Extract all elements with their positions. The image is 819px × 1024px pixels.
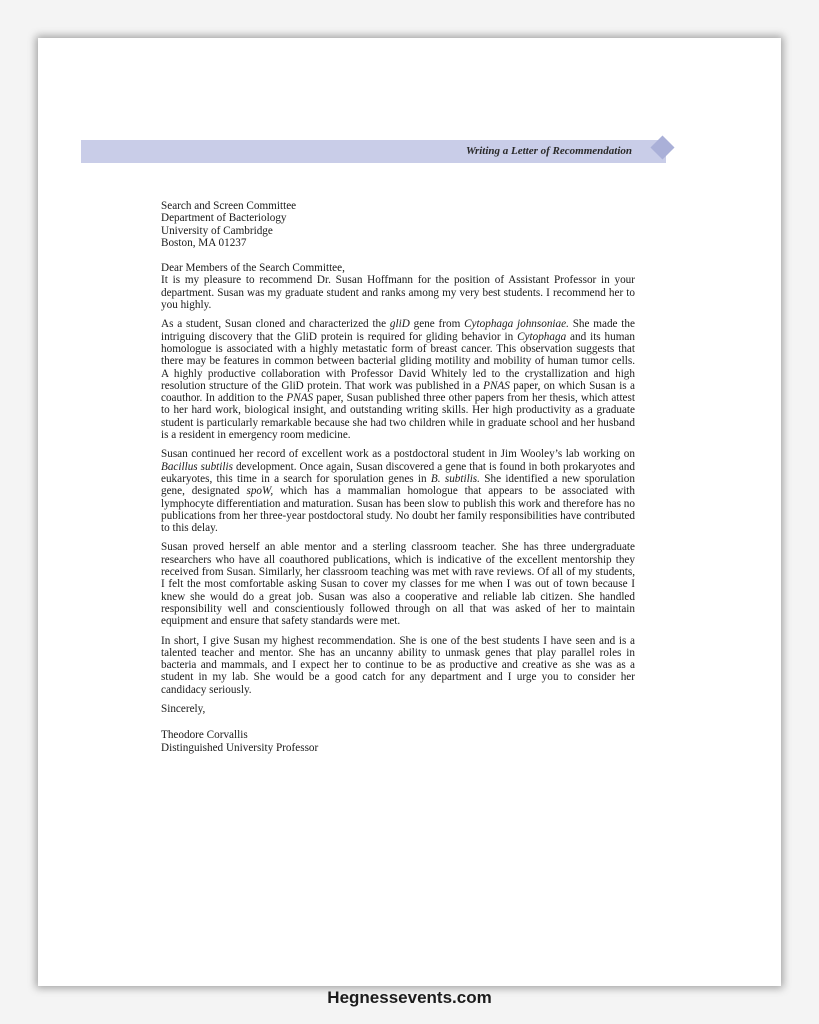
watermark: Hegnessevents.com [327, 988, 492, 1007]
species-name: Bacillus subtilis [161, 460, 233, 473]
paragraph-intro: It is my pleasure to recommend Dr. Susan Hoffmann for the position of Assistant Professor in your department. Susan was my graduate student and ranks among my very best students. I recommend her to you highly. [161, 274, 635, 312]
text-run: Susan continued her record of excellent work as a postdoctoral student in Jim Wooley’s lab working on [161, 448, 635, 461]
gene-name: spoW, [246, 485, 274, 498]
text-run: development. Once again, Susan discovered a gene that is found in both prokaryotes and eukaryotes, this time in a search for sporulation genes in [161, 460, 635, 485]
text-run: She identified a new sporulation gene, designated [161, 472, 635, 498]
address-line: Boston, MA 01237 [161, 236, 247, 249]
text-run: and its human homologue is associated with a highly metastatic form of breast cancer. This observation suggests that there may be features in common between bacterial gliding motility and mobility of human tumor cells. A highly productive collaboration with Professor David Whitely led to the crystallization and high resolution structure of the GliD protein. That work was published in a [161, 330, 635, 392]
text-run: paper, on which Susan is a coauthor. In addition to the [161, 379, 635, 405]
address-line: University of Cambridge [161, 224, 273, 237]
text-run: She made the intriguing discovery that the GliD protein is required for gliding behavior in [161, 318, 635, 343]
gene-name: gliD [389, 318, 410, 331]
signature-name: Theodore Corvallis [161, 729, 248, 742]
salutation: Dear Members of the Search Committee, [161, 262, 345, 275]
text-run: As a student, Susan cloned and characterized the [161, 318, 390, 331]
recipient-address [161, 200, 635, 249]
journal-name: PNAS [483, 379, 510, 392]
journal-name: PNAS [286, 392, 314, 405]
paragraph-mentoring: Susan proved herself an able mentor and a sterling classroom teacher. She has three undergraduate researchers who have all coauthored publications, which is indicative of the excellent mentorship they received from Susan. Similarly, her classroom teaching was met with rave reviews. Of all of my students, I felt the most comfortable asking Susan to cover my classes for me when I was out of town because I knew she would do a great job. Susan was also a cooperative and reliable lab citizen. She handled responsibility well and conscientiously followed through on all that was asked of her to maintain equipment and ensure that safety standards were met. [161, 541, 635, 628]
address-line: Search and Screen Committee [161, 200, 297, 212]
species-name: Cytophaga johnsoniae. [464, 318, 569, 331]
text-run: paper, Susan published three other papers from her thesis, which attest to her hard work, biological insight, and outstanding writing skills. Her high productivity as a graduate student is particularly remarkable because she had two children while in graduate school and her husband is a resident in emergency room medicine. [161, 392, 635, 442]
letter-body-clip [161, 200, 641, 788]
paragraph-graduate-work [161, 318, 635, 441]
closing: Sincerely, [161, 702, 206, 715]
letter-body [161, 200, 635, 754]
text-run: which has a mammalian homologue that appears to be associated with lymphocyte differentiation and maturation. Susan has been slow to publish this work and therefore has no publications from her three-year postdoctoral study. No doubt her family responsibilities have contributed to this delay. [161, 485, 635, 535]
address-line: Department of Bacteriology [161, 212, 287, 225]
paragraph-postdoc-work [161, 448, 635, 534]
paragraph-summary: In short, I give Susan my highest recommendation. She is one of the best students I have seen and is a talented teacher and mentor. She has an uncanny ability to unmask genes that play parallel roles in bacteria and mammals, and I expect her to continue to be as productive and creative as she was as a student in my lab. She would be a good catch for any department and I urge you to consider her candidacy seriously. [161, 634, 635, 696]
signature-title: Distinguished University Professor [161, 741, 319, 754]
species-name: Cytophaga [517, 330, 567, 343]
header-title: Writing a Letter of Recommendation [465, 145, 632, 157]
species-name: B. subtilis. [430, 472, 480, 485]
text-run: gene from [409, 318, 465, 331]
signature-block [161, 729, 635, 754]
